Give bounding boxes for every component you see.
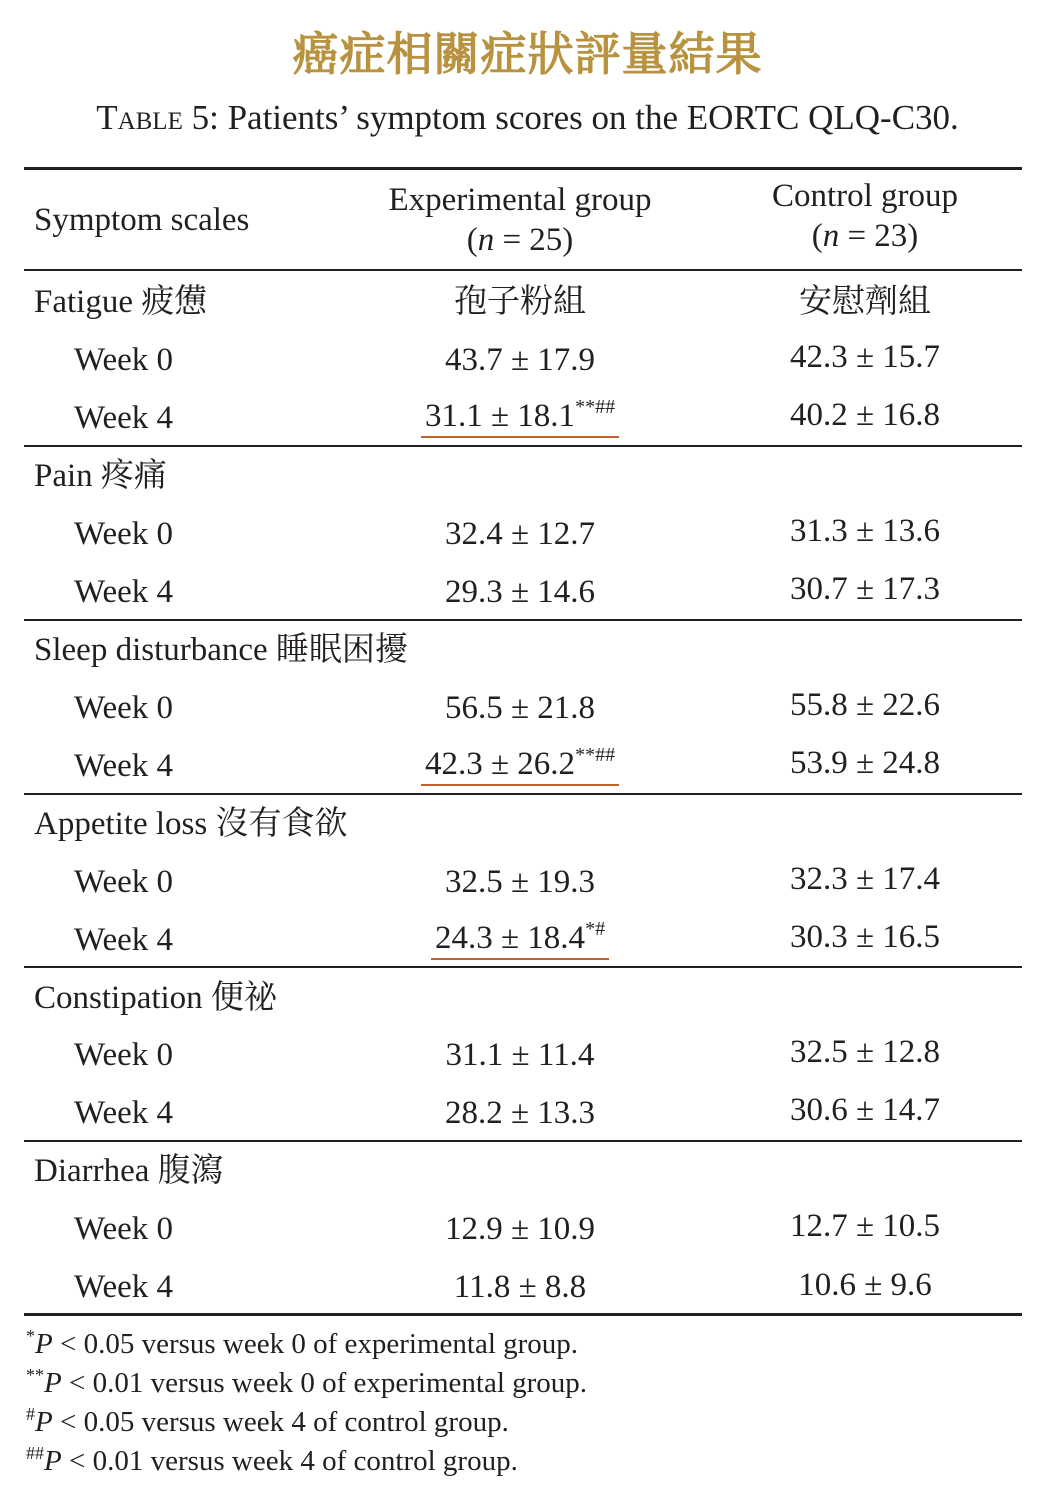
significance-underline: 31.1 ± 18.1**## — [421, 398, 619, 438]
significance-marker: **## — [575, 744, 616, 766]
footnote: *P < 0.05 versus week 0 of experimental group. — [26, 1326, 579, 1360]
header-control-group: Control group (n = 23) — [771, 178, 959, 254]
cell-experimental: 28.2 ± 13.3 — [444, 1095, 596, 1131]
significance-underline: 24.3 ± 18.4*# — [431, 920, 609, 960]
cell-control: 30.6 ± 14.7 — [789, 1092, 941, 1128]
cell-control: 42.3 ± 15.7 — [789, 339, 941, 375]
group-label-diarrhea: Diarrhea 腹瀉 — [34, 1153, 224, 1189]
cell-experimental: 12.9 ± 10.9 — [444, 1211, 596, 1247]
page-title: 癌症相關症狀評量結果 — [292, 27, 763, 81]
cell-experimental: 56.5 ± 21.8 — [444, 690, 596, 726]
row-week-label: Week 4 — [74, 574, 174, 610]
group-divider — [24, 966, 1022, 968]
row-week-label: Week 0 — [74, 342, 174, 378]
row-week-label: Week 0 — [74, 864, 174, 900]
cell-experimental-significant — [350, 744, 690, 786]
row-week-label: Week 4 — [74, 1095, 174, 1131]
table-caption — [0, 96, 1055, 140]
caption-label: Table — [96, 98, 183, 137]
row-week-label: Week 0 — [74, 516, 174, 552]
row-week-label: Week 0 — [74, 1037, 174, 1073]
group-label-constipation: Constipation 便祕 — [34, 980, 277, 1016]
cell-control: 32.5 ± 12.8 — [789, 1034, 941, 1070]
footnote: #P < 0.05 versus week 4 of control group. — [26, 1404, 509, 1438]
cell-control: 12.7 ± 10.5 — [789, 1208, 941, 1244]
group-divider — [24, 793, 1022, 795]
group-label-appetite-loss: Appetite loss 沒有食欲 — [34, 806, 348, 842]
cell-control: 30.3 ± 16.5 — [789, 919, 941, 955]
row-week-label: Week 4 — [74, 748, 174, 784]
group-label-sleep-disturbance: Sleep disturbance 睡眠困擾 — [34, 632, 408, 668]
significance-marker: **## — [575, 396, 616, 418]
header-bottom-rule — [24, 269, 1022, 271]
table-bottom-rule — [24, 1313, 1022, 1316]
significance-underline: 42.3 ± 26.2**## — [421, 746, 619, 786]
group-label-pain: Pain 疼痛 — [34, 458, 167, 494]
row-week-label: Week 4 — [74, 922, 174, 958]
cell-control: 10.6 ± 9.6 — [798, 1267, 932, 1303]
caption-text: Patients’ symptom scores on the EORTC QLQ-C30. — [227, 98, 959, 137]
row-week-label: Week 4 — [74, 400, 174, 436]
cell-experimental: 11.8 ± 8.8 — [453, 1269, 587, 1305]
significance-marker: *# — [585, 918, 606, 940]
cell-experimental: 32.5 ± 19.3 — [444, 864, 596, 900]
cell-experimental-significant — [350, 396, 690, 438]
cell-control: 30.7 ± 17.3 — [789, 571, 941, 607]
header-symptom-scales: Symptom scales — [34, 202, 250, 238]
group-divider — [24, 1140, 1022, 1142]
cell-experimental: 31.1 ± 11.4 — [445, 1037, 595, 1073]
row-week-label: Week 0 — [74, 1211, 174, 1247]
table-top-rule — [24, 167, 1022, 170]
header-experimental-group: Experimental group (n = 25) — [388, 182, 652, 258]
group-divider — [24, 445, 1022, 447]
cell-control: 40.2 ± 16.8 — [789, 397, 941, 433]
cell-control: 55.8 ± 22.6 — [789, 687, 941, 723]
caption-number: 5: — [191, 98, 219, 137]
cell-control: 31.3 ± 13.6 — [789, 513, 941, 549]
group-note-experimental: 孢子粉組 — [454, 284, 586, 320]
group-label-fatigue: Fatigue 疲憊 — [34, 284, 208, 320]
row-week-label: Week 0 — [74, 690, 174, 726]
cell-experimental: 32.4 ± 12.7 — [444, 516, 596, 552]
footnote: **P < 0.01 versus week 0 of experimental group. — [26, 1365, 588, 1399]
cell-experimental: 43.7 ± 17.9 — [444, 342, 596, 378]
cell-control: 53.9 ± 24.8 — [789, 745, 941, 781]
cell-control: 32.3 ± 17.4 — [789, 861, 941, 897]
group-divider — [24, 619, 1022, 621]
footnote: ##P < 0.01 versus week 4 of control group. — [26, 1443, 518, 1477]
group-note-control: 安慰劑組 — [799, 284, 931, 320]
cell-experimental-significant — [350, 918, 690, 960]
cell-experimental: 29.3 ± 14.6 — [444, 574, 596, 610]
row-week-label: Week 4 — [74, 1269, 174, 1305]
